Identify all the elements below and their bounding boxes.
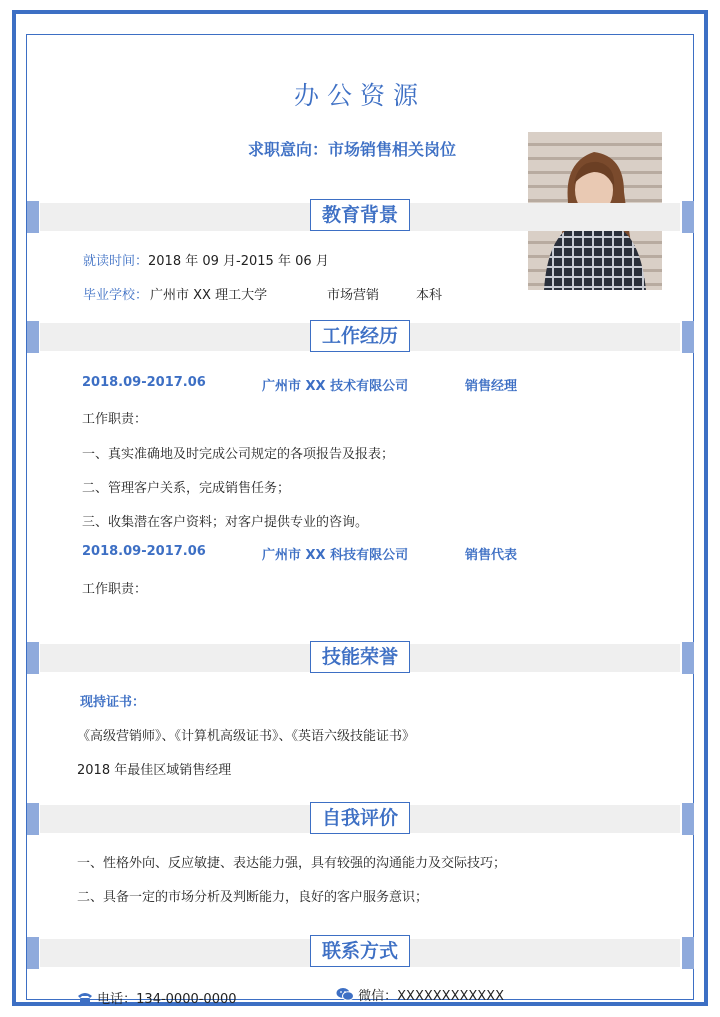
wechat-label: 微信：	[358, 989, 398, 1004]
time-label: 就读时间：	[83, 254, 149, 269]
job-intent	[248, 137, 456, 160]
work-tab-left	[27, 321, 39, 353]
education-time	[83, 250, 329, 269]
job2-period: 2018.09-2017.06	[82, 544, 206, 559]
contact-wechat	[336, 985, 504, 1004]
job1-duty-label: 工作职责：	[82, 412, 148, 427]
job1-duty-1: 一、真实准确地及时完成公司规定的各项报告及报表；	[82, 447, 395, 462]
phone-icon	[77, 991, 93, 1005]
job2-company: 广州市 XX 科技有限公司	[262, 548, 409, 563]
contact-title: 联系方式	[310, 935, 410, 967]
education-tab-left	[27, 201, 39, 233]
school-label: 毕业学校：	[83, 288, 149, 303]
cert-label: 现持证书：	[80, 695, 146, 710]
intent-label: 求职意向：	[248, 140, 329, 159]
cert-list: 《高级营销师》、《计算机高级证书》、《英语六级技能证书》	[77, 729, 416, 744]
education-school-row	[40, 280, 520, 303]
work-title: 工作经历	[310, 320, 410, 352]
self-eval-title: 自我评价	[310, 802, 410, 834]
time-value: 2018 年 09 月-2015 年 06 月	[148, 254, 329, 269]
job1-duty-3: 三、收集潜在客户资料；对客户提供专业的咨询。	[82, 515, 369, 530]
wechat-value: XXXXXXXXXXXX	[397, 989, 505, 1004]
self-eval-tab-left	[27, 803, 39, 835]
award: 2018 年最佳区域销售经理	[77, 763, 232, 778]
phone-label: 电话：	[97, 992, 137, 1007]
job1-duty-2: 二、管理客户关系，完成销售任务；	[82, 481, 291, 496]
contact-tab-left	[27, 937, 39, 969]
self-eval-item-2: 二、具备一定的市场分析及判断能力，良好的客户服务意识；	[77, 890, 429, 905]
resume-name: 办公资源	[293, 81, 426, 110]
skills-tab-right	[682, 642, 694, 674]
major: 市场营销	[327, 288, 380, 303]
self-eval-tab-right	[682, 803, 694, 835]
education-tab-right	[682, 201, 694, 233]
job1-position: 销售经理	[465, 379, 518, 394]
phone-value: 134-0000-0000	[136, 992, 237, 1007]
self-eval-item-1: 一、性格外向、反应敏捷、表达能力强，具有较强的沟通能力及交际技巧；	[77, 856, 507, 871]
job1-company: 广州市 XX 技术有限公司	[262, 379, 409, 394]
job1-period: 2018.09-2017.06	[82, 375, 206, 390]
education-title: 教育背景	[310, 199, 410, 231]
intent-value: 市场销售相关岗位	[328, 140, 457, 159]
degree: 本科	[416, 288, 443, 303]
job2-position: 销售代表	[465, 548, 518, 563]
skills-tab-left	[27, 642, 39, 674]
contact-tab-right	[682, 937, 694, 969]
contact-phone	[77, 988, 237, 1007]
job2-duty-label: 工作职责：	[82, 582, 148, 597]
school-value: 广州市 XX 理工大学	[150, 288, 268, 303]
skills-title: 技能荣誉	[310, 641, 410, 673]
wechat-icon	[336, 987, 354, 1002]
work-tab-right	[682, 321, 694, 353]
